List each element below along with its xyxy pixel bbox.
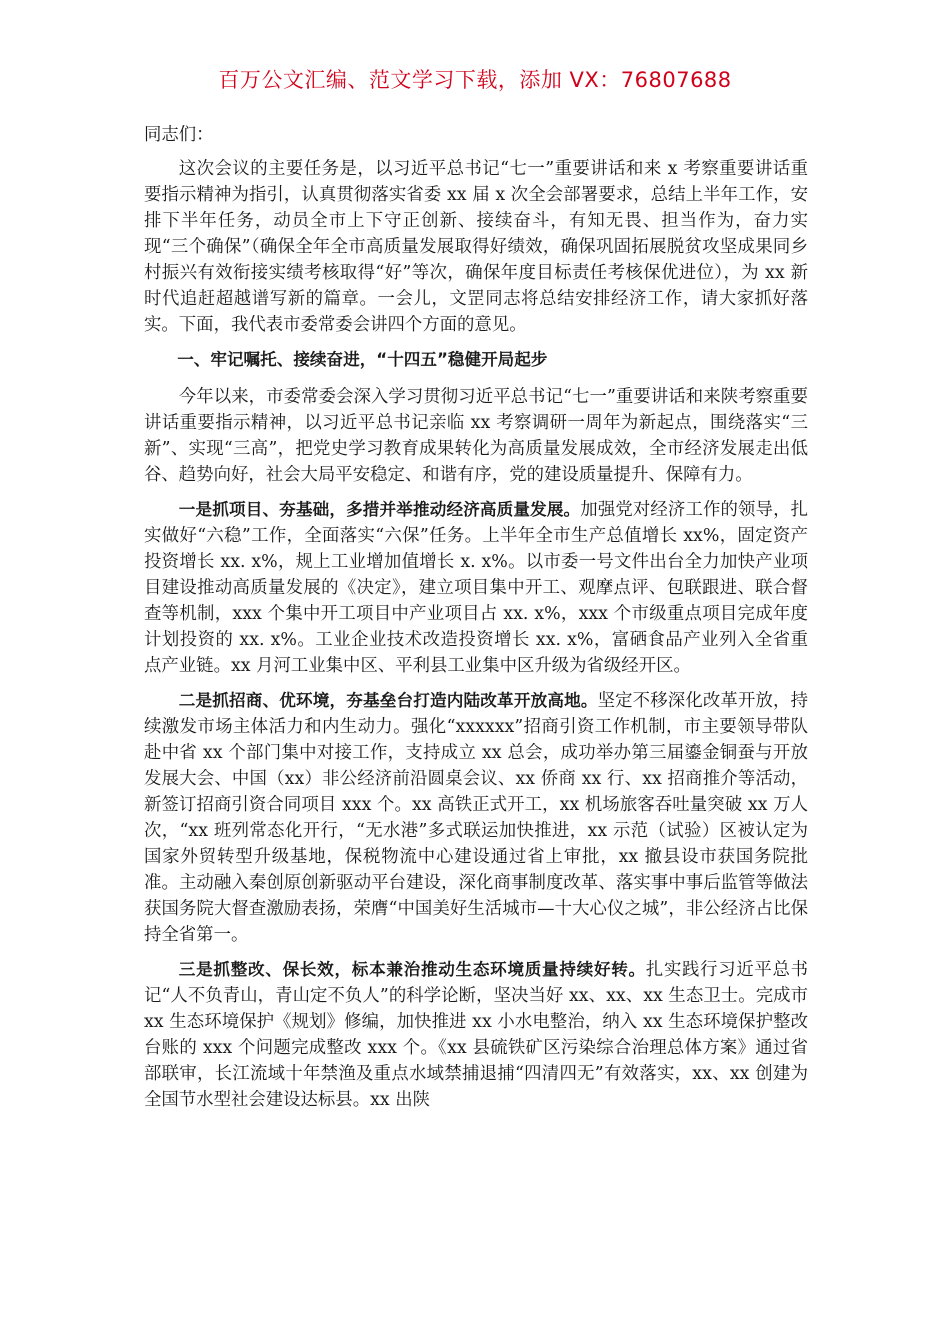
point-2-paragraph (144, 688, 808, 948)
salutation: 同志们： (144, 125, 214, 145)
section1-intro-paragraph: 今年以来，市委常委会深入学习贯彻习近平总书记“七一”重要讲话和来陕考察重要讲话重要指示精神，以习近平总书记亲临 xx 考察调研一周年为新起点，围绕落实“三新”、实现“三高”，把党史学习教育成果转化为高质量发展成效，全市经济发展走出低谷、趋势向好，社会大局平安稳定、和谐有序，党的建设质量提升、保障有力。 (144, 387, 808, 485)
header-banner: 百万公文汇编、范文学习下载，添加 VX：76807688 (218, 68, 732, 92)
point-3-lead: 三是抓整改、保长效，标本兼治推动生态环境质量持续好转。 (178, 960, 646, 979)
point-2-body: 坚定不移深化改革开放，持续激发市场主体活力和内生动力。强化“xxxxxx”招商引资工作机制，市主要领导带队赴中省 xx 个部门集中对接工作，支持成立 xx 总会，成功举办第三届鎏金铜蚕与开放发展大会、中国（xx）非公经济前沿圆桌会议、xx 侨商 xx 行、xx 招商推介等活动，新签订招商引资合同项目 xxx 个。xx 高铁正式开工，xx 机场旅客吞吐量突破 xx 万人次，“xx 班列常态化开行，“无水港”多式联运加快推进，xx 示范（试验）区被认定为国家外贸转型升级基地，保税物流中心建设通过省上审批，xx 撤县设市获国务院批准。主动融入秦创原创新驱动平台建设，深化商事制度改革、落实事中事后监管等做法获国务院大督查激励表扬，荣膺“中国美好生活城市—十大心仪之城”，非公经济占比保持全省第一。 (144, 691, 808, 945)
point-1-lead: 一是抓项目、夯基础，多措并举推动经济高质量发展。 (178, 500, 581, 519)
document-body (144, 122, 808, 1122)
point-3-body: 扎实践行习近平总书记“人不负青山，青山定不负人”的科学论断，坚决当好 xx、xx、xx 生态卫士。完成市 xx 生态环境保护《规划》修编，加快推进 xx 小水电整治，纳入 xx 生态环境保护整改台账的 xxx 个问题完成整改 xxx 个。《xx 县硫铁矿区污染综合治理总体方案》通过省部联审，长江流域十年禁渔及重点水域禁捕退捕“四清四无”有效落实，xx、xx 创建为全国节水型社会建设达标县。xx 出陕 (144, 960, 808, 1110)
point-1-body: 加强党对经济工作的领导，扎实做好“六稳”工作，全面落实“六保”任务。上半年全市生产总值增长 xx%，固定资产投资增长 xx. x%，规上工业增加值增长 x. x%。以市委一号文件出台全力加快产业项目建设推动高质量发展的《决定》，建立项目集中开工、观摩点评、包联跟进、联合督查等机制，xxx 个集中开工项目中产业项目占 xx. x%，xxx 个市级重点项目完成年度计划投资的 xx. x%。工业企业技术改造投资增长 xx. x%，富硒食品产业列入全省重点产业链。xx 月河工业集中区、平利县工业集中区升级为省级经开区。 (144, 500, 808, 676)
point-3-paragraph (144, 957, 808, 1113)
point-2-lead: 二是抓招商、优环境，夯基垒台打造内陆改革开放高地。 (178, 691, 598, 710)
section-heading-1: 一、牢记嘱托、接续奋进，“十四五”稳健开局起步 (177, 350, 548, 369)
intro-paragraph: 这次会议的主要任务是，以习近平总书记“七一”重要讲话和来 x 考察重要讲话重要指示精神为指引，认真贯彻落实省委 xx 届 x 次全会部署要求，总结上半年工作，安排下半年任务，动员全市上下守正创新、接续奋斗，有知无畏、担当作为，奋力实现“三个确保”（确保全年全市高质量发展取得好绩效，确保巩固拓展脱贫攻坚成果同乡村振兴有效衔接实绩考核取得“好”等次，确保年度目标责任考核保优进位），为 xx 新时代追赶超越谱写新的篇章。一会儿，文罡同志将总结安排经济工作，请大家抓好落实。下面，我代表市委常委会讲四个方面的意见。 (144, 159, 808, 335)
point-1-paragraph (144, 497, 808, 679)
